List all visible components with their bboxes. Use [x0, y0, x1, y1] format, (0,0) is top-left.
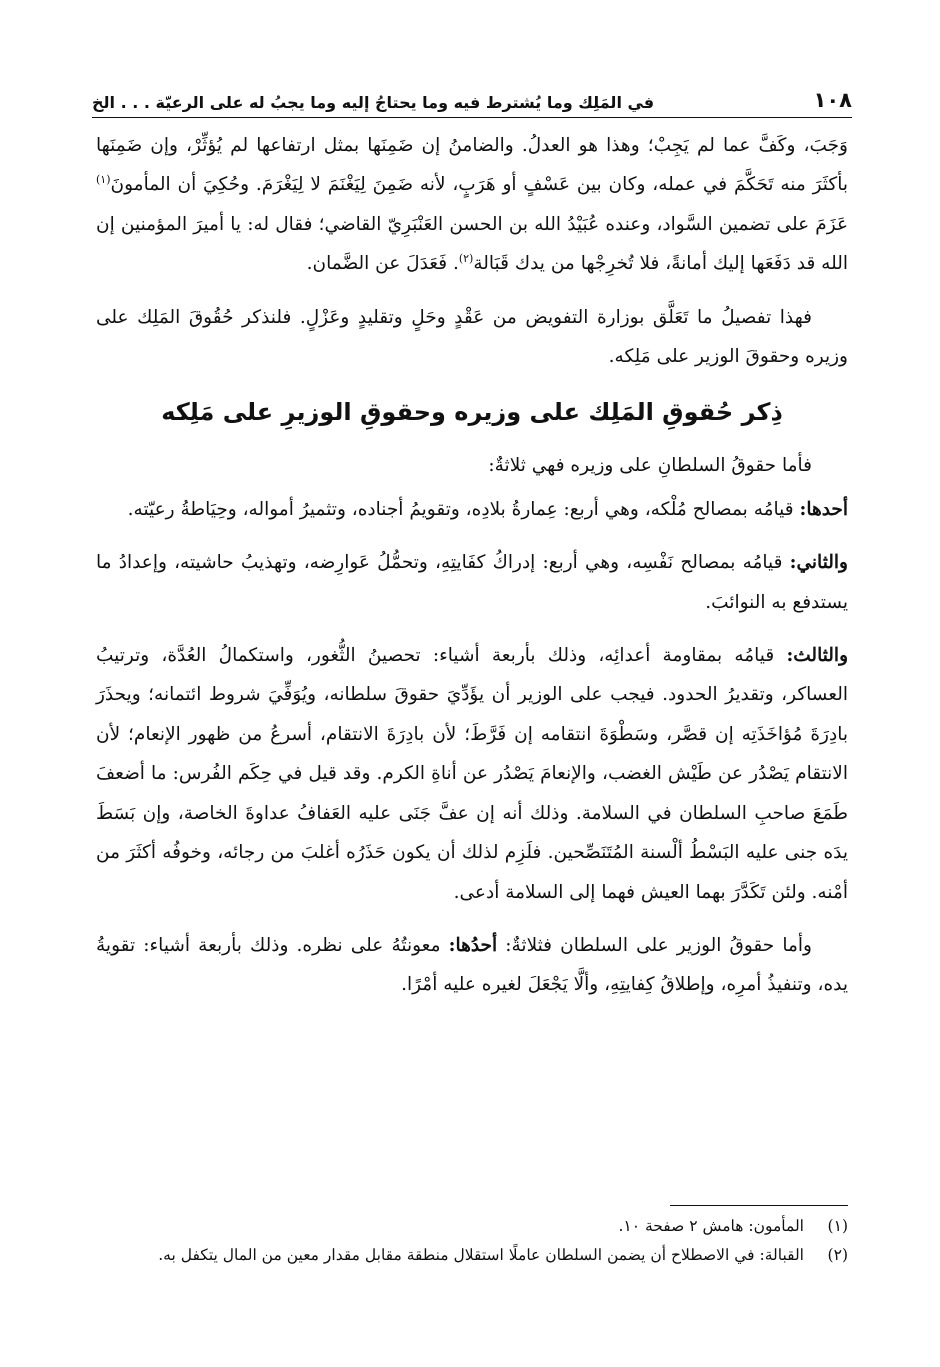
paragraph-third-right-body: قيامُه بمقاومة أعدائِه، وذلك بأربعة أشياء: تحصينُ الثُّغور، واستكمالُ العُدَّة، وترتيبُ العساكر، وتقديرُ الحدود. فيجب على الوزير أن يؤَدِّيَ حقوقَ سلطانه، ويُوَفِّيَ شروط ائتمانه؛ ويحذَرَ بادِرَةَ مُؤاخَذَتِه إن قصَّر، وسَطْوَةَ انتقامه إن فَرَّطَ؛ لأن بادِرَةَ الانتقام، أسرعُ من ظهور الإنعام؛ لأن الانتقام يَصْدُر عن طَيْش الغضب، والإنعامَ يَصْدُر عن أناةِ الكرم. وقد قيل في حِكَم الفُرس: ما أضعفَ طَمَعَ صاحبِ السلطان في السلامة. وذلك أنه إن عفَّ جَنَى عليه العَفافُ عداوةَ الخاصة، وإن بَسَطَ يدَه جنى عليه البَسْطُ ألْسنة المُتَنَصِّحين. فلَزِم لذلك أن يكون حَذَرُه أغلبَ من رجائه، وخوفُه أكثَرَ من أمْنه. ولئن تَكَدَّرَ بهما العيش فهما إلى السلامة أدعى.	[96, 645, 848, 903]
paragraph-3: فأما حقوقُ السلطانِ على وزيره فهي ثلاثةٌ:	[488, 455, 812, 477]
footnote-2-number: (٢)	[827, 1246, 848, 1264]
paragraph-1-part-c: . فَعَدَلَ عن الضَّمان.	[306, 253, 459, 275]
paragraph-third-right	[96, 636, 848, 912]
footnotes	[96, 1212, 848, 1270]
footnote-1-number: (١)	[827, 1217, 848, 1235]
header-rule	[92, 117, 852, 118]
footnote-2	[96, 1241, 848, 1270]
section-heading: ذِكر حُقوقِ المَلِك على وزيره وحقوقِ الوزيرِ على مَلِكه	[161, 398, 783, 427]
paragraph-first-right-lead: أحدها:	[799, 498, 848, 520]
footnote-ref-2: (٢)	[458, 252, 474, 266]
paragraph-second-right-body: قيامُه بمصالح نَفْسِه، وهي أربع: إدراكُ كفَايتِهِ، وتحمُّلُ عَوارِضه، وتهذيبُ حاشيته، وإعدادُ ما يستدفع به النوائبَ.	[96, 552, 848, 613]
page-number: ١٠٨	[813, 88, 852, 112]
paragraph-second-right	[96, 543, 848, 622]
paragraph-vizier-rights-intro: وأما حقوقُ الوزير على السلطان فثلاثةٌ:	[505, 934, 812, 956]
paragraph-vizier-rights-body: معونتُهُ على نظره. وذلك بأربعة أشياء: تقويةُ يده، وتنفيذُ أمرِه، وإطلاقُ كِفايتِهِ، وألَّا يَجْعَلَ لغيره عليه أمْرًا.	[96, 934, 848, 996]
paragraph-first-right-body: قيامُه بمصالح مُلْكه، وهي أربع: عِمارةُ بلادِه، وتقويمُ أجناده، وتثميرُ أمواله، وحِيَاطةُ رعيّته.	[127, 498, 794, 520]
paragraph-second-right-lead: والثاني:	[789, 552, 848, 574]
footnote-1-text: المأمون: هامش ٢ صفحة ١٠.	[618, 1217, 804, 1235]
paragraph-2: فهذا تفصيلُ ما تَعَلَّق بوزارة التفويض من عَقْدٍ وحَلٍ وتقليدٍ وعَزْلٍ. فلنذكر حُقُوقَ المَلِك على وزيره وحقوقَ الوزير على مَلِكه.	[96, 306, 848, 368]
main-text	[96, 126, 848, 1019]
paragraph-1-part-b: عَزَمَ على تضمين السَّواد، وعنده عُبَيْدُ الله بن الحسن العَنْبَرِيّ القاضي؛ فقال له: يا أميرَ المؤمنين إن الله قد دَفَعَها إليك أمانةً، فلا تُخرِجْها من يدك قَبَالة	[96, 213, 848, 275]
running-title: في المَلِك وما يُشترط فيه وما يحتاجُ إليه وما يجبُ له على الرعيّة . . . الخ	[92, 93, 655, 112]
footnote-2-text: القبالة: في الاصطلاح أن يضمن السلطان عاملًا استقلال منطقة مقابل مقدار معين من المال يتكفل به.	[158, 1246, 804, 1264]
paragraph-first-right	[96, 490, 848, 529]
running-header	[92, 78, 852, 112]
paragraph-vizier-rights-lead: أحدُها:	[448, 934, 498, 956]
paragraph-third-right-lead: والثالث:	[786, 645, 848, 667]
footnote-ref-1: (١)	[96, 173, 111, 187]
footnote-1	[96, 1212, 848, 1241]
paragraph-1-part-a: وَجَبَ، وكَفَّ عما لم يَجِبْ؛ وهذا هو العدلُ. والضامنُ إن ضَمِنَها بمثل ارتفاعها لم يُؤثِّرْ، وإن ضَمِنَها بأكثَرَ منه تَحَكَّمَ في عمله، وكان بين عَسْفٍ أو هَرَبٍ، لأنه ضَمِنَ لِيَغْنَمَ لا لِيَغْرَمَ. وحُكِيَ أن المأمونَ	[96, 135, 848, 196]
footnote-rule	[670, 1205, 848, 1206]
paragraph-vizier-rights	[96, 926, 848, 1005]
paragraph-1	[96, 126, 848, 284]
